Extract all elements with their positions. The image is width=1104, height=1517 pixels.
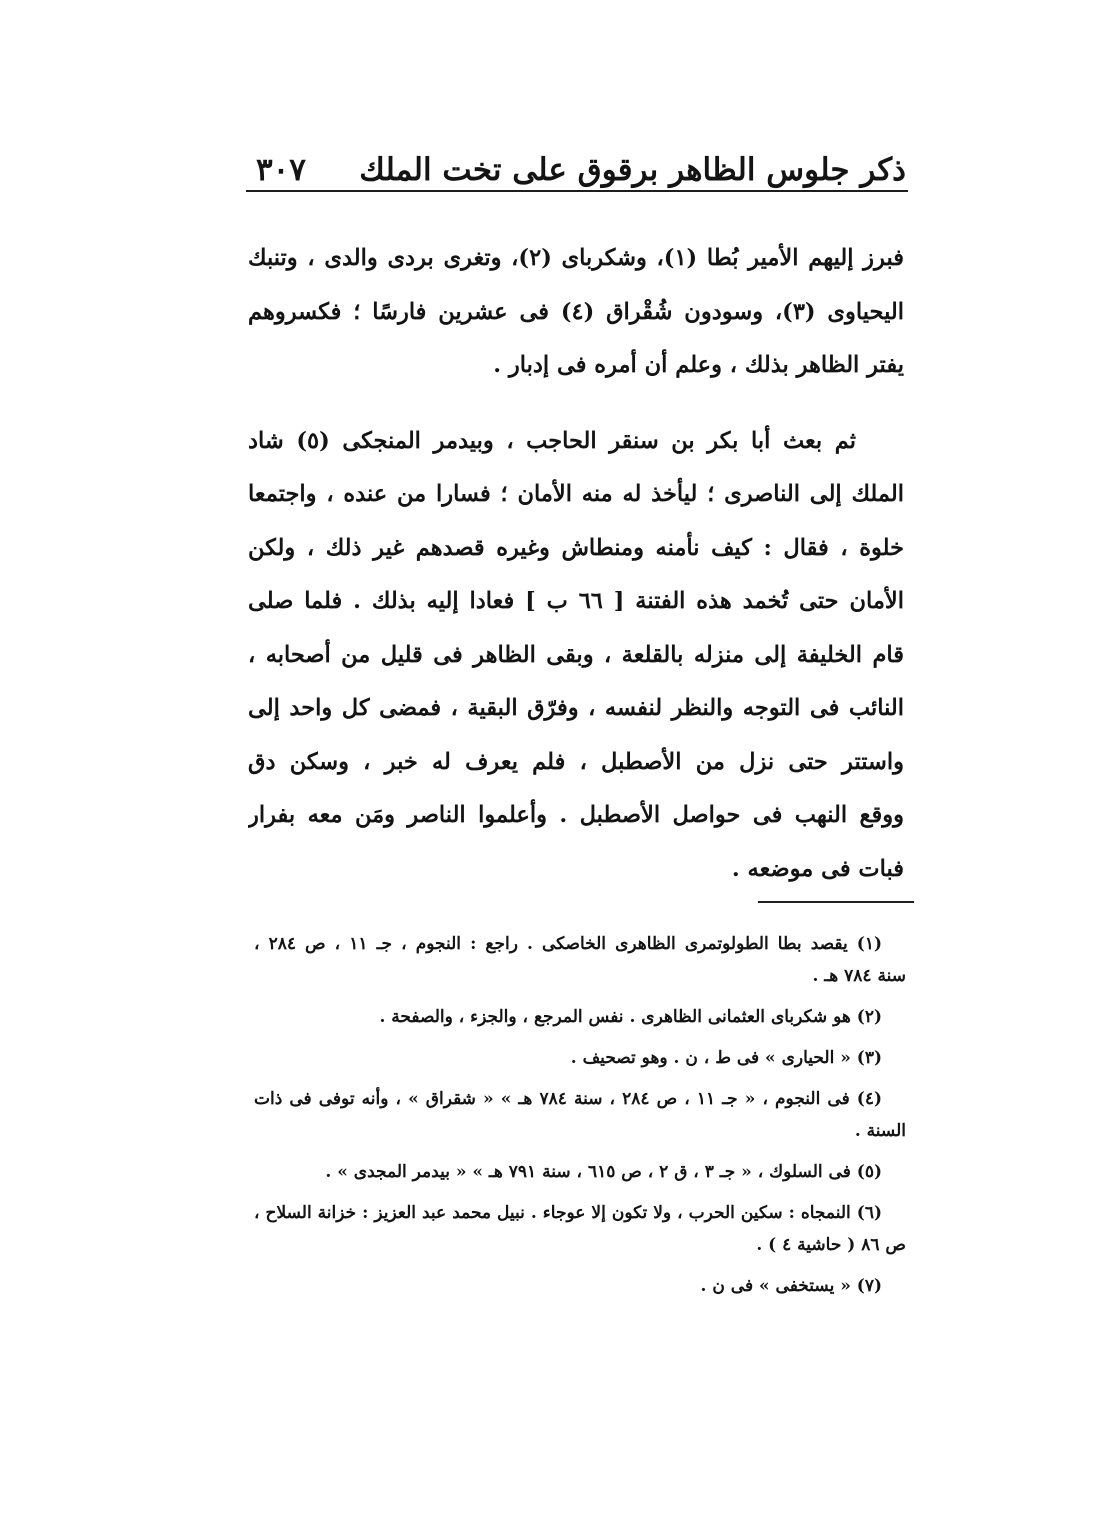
- footnote-line: (٧) « يستخفى » فى ن .: [700, 1276, 882, 1296]
- text-line: يفتر الظاهر بذلك ، وعلم أن أمره فى إدبار .: [493, 352, 904, 378]
- text-line: اليحياوى (٣)، وسودون شُقْراق (٤) فى عشرين فارسًا ؛ فكسروهم: [248, 298, 904, 325]
- footnotes: [254, 928, 906, 1311]
- footnote-line: (١) يقصد بطا الطولوتمرى الظاهرى الخاصكى . راجع : النجوم ، جـ ١١ ، ص ٢٨٤ ،: [254, 934, 882, 954]
- text-line: قام الخليفة إلى منزله بالقلعة ، وبقى الظاهر فى قليل من أصحابه ،: [248, 641, 904, 668]
- text-line: الملك إلى الناصرى ؛ ليأخذ له منه الأمان ؛ فسارا من عنده ، واجتمعا: [248, 481, 904, 507]
- footnote-4: [254, 1083, 906, 1147]
- text-line: فبات فى موضعه .: [731, 855, 904, 882]
- footnote-line: سنة ٧٨٤ هـ .: [812, 966, 906, 986]
- footnote-6: [254, 1197, 906, 1261]
- footnote-line: (٢) هو شكربای العثمانى الظاهرى . نفس المرجع ، والجزء ، والصفحة .: [379, 1007, 882, 1027]
- text-line: خلوة ، فقال : كيف نأمنه ومنطاش وغيره قصدهم غير ذلك ، ولكن: [248, 534, 904, 561]
- text-line: ووقع النهب فى حواصل الأصطبل . وأعلموا الناصر ومَن معه بفرار: [248, 802, 904, 828]
- footnote-line: ص ٨٦ ( حاشية ٤ ) .: [756, 1235, 906, 1255]
- footnote-5: [254, 1156, 906, 1188]
- text-line: النائب فى التوجه والنظر لنفسه ، وفرّق البقية ، فمضى كل واحد إلى: [248, 695, 904, 721]
- text-line: واستتر حتى نزل من الأصطبل ، فلم يعرف له خبر ، وسكن دق: [248, 748, 904, 775]
- footnote-line: (٥) فى السلوك ، « جـ ٣ ، ق ٢ ، ص ٦١٥ ، سنة ٧٩١ هـ » « بيدمر المجدى » .: [325, 1162, 882, 1182]
- footnote-3: [254, 1042, 906, 1074]
- footnote-line: (٦) النمجاه : سكين الحرب ، ولا تكون إلا عوجاء . نبيل محمد عبد العزيز : خزانة السلاح ،: [254, 1203, 882, 1223]
- footnote-2: [254, 1001, 906, 1033]
- header-rule: [246, 190, 908, 192]
- paragraph-2: [248, 415, 904, 897]
- page-number: ٣٠٧: [256, 152, 306, 188]
- text-line: فبرز إليهم الأمير بُطا (١)، وشكربای (٢)، وتغرى بردى والدى ، وتنبك: [248, 245, 904, 271]
- footnote-line: (٤) فى النجوم ، « جـ ١١ ، ص ٢٨٤ ، سنة ٧٨٤ هـ » « شقراق » ، وأنه توفى فى ذات: [254, 1089, 883, 1109]
- paragraph-1: [248, 232, 904, 415]
- running-title: ذكر جلوس الظاهر برقوق على تخت الملك: [359, 152, 906, 188]
- text-line: الأمان حتى تُخمد هذه الفتنة [ ٦٦ ب ] فعادا إليه بذلك . فلما صلى: [248, 588, 904, 614]
- page-header: [248, 138, 906, 188]
- body-text: [248, 232, 904, 896]
- text-line: ثم بعث أبا بكر بن سنقر الحاجب ، وبيدمر المنجكى (٥) شاد: [248, 427, 856, 454]
- footnote-line: السنة .: [854, 1121, 906, 1141]
- footnote-1: [254, 928, 906, 992]
- footnote-rule: [758, 901, 914, 903]
- footnote-line: (٣) « الحيارى » فى ط ، ن . وهو تصحيف .: [570, 1048, 882, 1068]
- footnote-7: [254, 1270, 906, 1302]
